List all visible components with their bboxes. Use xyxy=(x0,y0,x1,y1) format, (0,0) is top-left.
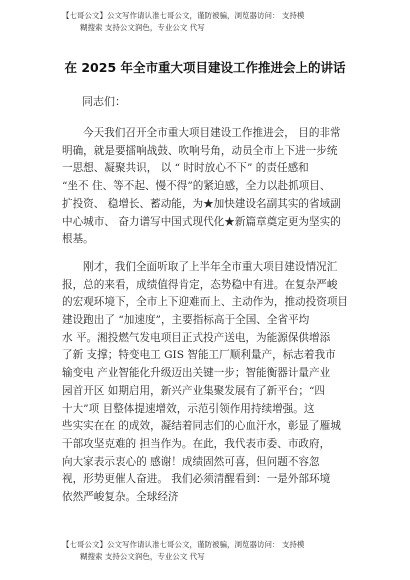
header-note-line-2-text: 糊搜索 支持公文润色，专业公文 代写 xyxy=(80,23,205,32)
paragraph-line: 视，形势更催人奋进。 我们必须清醒看到：一是外部环境 xyxy=(62,473,331,486)
header-watermark-note xyxy=(62,10,362,34)
paragraph-line: 向大家表示衷心的 感谢！成绩固然可喜，但问题不容忽 xyxy=(62,455,320,468)
paragraph-line: 些实实在在 的成效，凝结着同志们的心血汗水，彰显了雁城 xyxy=(62,420,341,433)
header-note-line-2 xyxy=(62,22,362,34)
document-body xyxy=(62,125,348,517)
paragraph-line: 一思想、凝聚共识， 以 “ 时时放心不下” 的责任感和 xyxy=(62,162,309,175)
paragraph-line: 水 平。湘投燃气发电项目正式投产送电，为能源保供增添 xyxy=(62,331,331,344)
paragraph-line: 建设跑出了 “加速度”，主要指标高于全国、全省平均 xyxy=(62,314,310,327)
paragraph-line: 明确，就是要擂响战鼓、吹响号角，动员全市上下进一步统 xyxy=(62,144,338,157)
paragraph-line: 今天我们召开全市重大项目建设工作推进会， 目的非常 xyxy=(83,127,341,139)
footer-note-line-2-text: 糊搜索 支持公文润色，专业公文 代写 xyxy=(80,552,205,561)
paragraph-2 xyxy=(62,259,348,507)
paragraph-line: 扩投资、 稳增长、蓄动能，为★加快建设名副其实的省域副 xyxy=(62,197,341,210)
paragraph-line: 的宏观环境下，全市上下迎难而上、主动作为，推动投资项目 xyxy=(62,296,348,309)
paragraph-1 xyxy=(62,125,348,249)
footer-note-line-2 xyxy=(62,551,362,563)
paragraph-line: 园首开区 如期启用，新兴产业集聚发展有了新平台；“四 xyxy=(62,384,326,397)
paragraph-line: “坐不 住、等不起、慢不得”的紧迫感，全力以赴抓项目、 xyxy=(62,180,331,193)
paragraph-line: 了新 支撑；特变电工 GIS 智能工厂顺利量产，标志着我市 xyxy=(62,349,336,362)
header-note-line-1: 【七哥公文】公文写作请认准七哥公文，谨防被骗，浏览器访问： 支持模 xyxy=(62,11,305,20)
document-title: 在 2025 年全市重大项目建设工作推进会上的讲话 xyxy=(64,60,346,75)
paragraph-line: 中心城市、 奋力谱写中国式现代化★新篇章奠定更为坚实的 xyxy=(62,215,341,228)
paragraph-line: 根基。 xyxy=(62,233,94,246)
paragraph-line: 刚才，我们全面听取了上半年全市重大项目建设情况汇 xyxy=(83,260,338,273)
footer-watermark-note xyxy=(62,539,362,563)
paragraph-line: 干部攻坚克难的 担当作为。在此，我代表市委、市政府， xyxy=(62,437,331,450)
paragraph-line: 依然严峻复杂。全球经济 xyxy=(62,491,179,504)
paragraph-line: 报，总的来看，成绩值得肯定，态势稳中有进。在复杂严峻 xyxy=(62,278,338,291)
paragraph-line: 输变电 产业智能化升级迈出关键一步；智能衡器计量产业 xyxy=(62,367,331,380)
salutation: 同志们： xyxy=(82,95,126,108)
footer-note-line-1: 【七哥公文】公文写作请认准七哥公文，谨防被骗，浏览器访问： 支持模 xyxy=(62,540,305,549)
paragraph-line: 十大”项 目整体提速增效，示范引领作用持续增强。这 xyxy=(62,402,315,415)
